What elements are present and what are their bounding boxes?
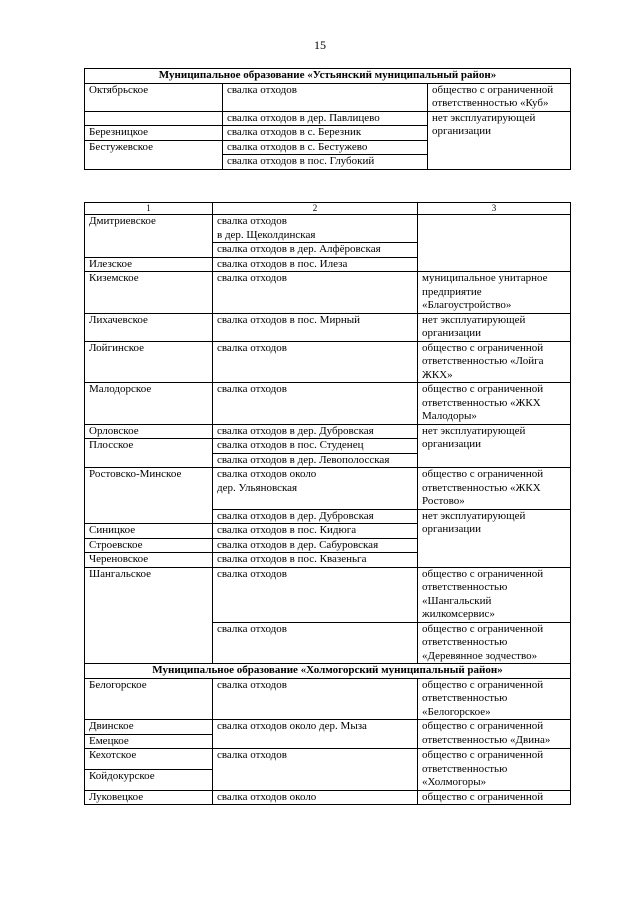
cell-operator: общество с ограниченной [418, 790, 571, 805]
cell-operator: общество с ограниченной ответственностью «Лойга ЖКХ» [418, 341, 571, 383]
cell-operator: общество с ограниченной ответственностью «Белогорское» [418, 678, 571, 720]
section-header-ustyansky: Муниципальное образование «Устьянский муниципальный район» [85, 69, 571, 84]
cell-object: свалка отходов [213, 678, 418, 720]
cell-object: свалка отходов [213, 383, 418, 425]
cell-municipality: Бестужевское [85, 140, 223, 169]
cell-operator: нет эксплуатирующей организации [418, 424, 571, 468]
cell-object: свалка отходов в с. Бестужево [223, 140, 428, 155]
cell-object: свалка отходов в дер. Сабуровская [213, 538, 418, 553]
cell-object: свалка отходов в пос. Кидюга [213, 524, 418, 539]
cell-object: свалка отходов в дер. Павлицево [223, 111, 428, 126]
cell-municipality: Кехотское [85, 749, 213, 770]
cell-municipality: Ростовско-Минское [85, 468, 213, 524]
cell-municipality: Луковецкое [85, 790, 213, 805]
cell-municipality: Малодорское [85, 383, 213, 425]
cell-object: свалка отходов [213, 341, 418, 383]
cell-municipality: Лихачевское [85, 313, 213, 341]
cell-object: свалка отходов в дер. Левополосская [213, 453, 418, 468]
cell-object: свалка отходов в пос. Квазеньга [213, 553, 418, 568]
cell-municipality: Киземское [85, 272, 213, 314]
cell-object: свалка отходов в пос. Студенец [213, 439, 418, 454]
cell-municipality: Плосское [85, 439, 213, 468]
cell-municipality: Емецкое [85, 734, 213, 749]
cell-operator: нет эксплуатирующей организации [428, 111, 571, 169]
cell-municipality: Октябрьское [85, 83, 223, 111]
section-header-kholmogorsky: Муниципальное образование «Холмогорский муниципальный район» [85, 664, 571, 679]
cell-operator: общество с ограниченной ответственностью «ЖКХ Ростово» [418, 468, 571, 510]
cell-municipality: Дмитриевское [85, 215, 213, 258]
cell-municipality: Лойгинское [85, 341, 213, 383]
cell-object: свалка отходов около дер. Мыза [213, 720, 418, 749]
cell-operator: общество с ограниченной ответственностью «Двина» [418, 720, 571, 749]
kholmogorsky-table [84, 202, 571, 805]
cell-object: свалка отходов в пос. Илеза [213, 257, 418, 272]
cell-municipality: Койдокурское [85, 769, 213, 790]
cell-operator: общество с ограниченной ответственностью «Шангальский жилкомсервис» [418, 567, 571, 622]
cell-operator [418, 215, 571, 272]
cell-municipality: Орловское [85, 424, 213, 439]
cell-object: свалка отходов около [213, 790, 418, 805]
cell-municipality [85, 111, 223, 126]
cell-municipality: Белогорское [85, 678, 213, 720]
cell-municipality: Строевское [85, 538, 213, 553]
cell-municipality: Шангальское [85, 567, 213, 664]
cell-municipality: Череновское [85, 553, 213, 568]
ustyansky-table [84, 68, 571, 170]
cell-object: свалка отходов в дер. Щеколдинская [213, 215, 418, 243]
cell-object: свалка отходов в дер. Дубровская [213, 509, 418, 524]
cell-object: свалка отходов в с. Березник [223, 126, 428, 141]
cell-municipality: Синицкое [85, 524, 213, 539]
cell-object: свалка отходов в пос. Глубокий [223, 155, 428, 170]
cell-object: свалка отходов [213, 567, 418, 622]
cell-municipality: Илезское [85, 257, 213, 272]
cell-operator: муниципальное унитарное предприятие «Благоустройство» [418, 272, 571, 314]
cell-operator: общество с ограниченной ответственностью «Куб» [428, 83, 571, 111]
cell-object: свалка отходов [223, 83, 428, 111]
cell-object: свалка отходов [213, 272, 418, 314]
cell-operator: нет эксплуатирующей организации [418, 313, 571, 341]
cell-operator: общество с ограниченной ответственностью «ЖКХ Малодоры» [418, 383, 571, 425]
cell-object: свалка отходов в дер. Дубровская [213, 424, 418, 439]
cell-municipality: Березницкое [85, 126, 223, 141]
cell-object: свалка отходов [213, 622, 418, 664]
page-number: 15 [314, 38, 326, 52]
column-number: 2 [213, 203, 418, 215]
cell-object: свалка отходов в дер. Алфёровская [213, 243, 418, 258]
cell-operator: общество с ограниченной ответственностью «Холмогоры» [418, 749, 571, 791]
cell-operator: общество с ограниченной ответственностью «Деревянное зодчество» [418, 622, 571, 664]
column-number: 1 [85, 203, 213, 215]
cell-object: свалка отходов около дер. Ульяновская [213, 468, 418, 510]
cell-object: свалка отходов [213, 749, 418, 791]
column-number: 3 [418, 203, 571, 215]
cell-municipality: Двинское [85, 720, 213, 735]
cell-object: свалка отходов в пос. Мирный [213, 313, 418, 341]
cell-operator: нет эксплуатирующей организации [418, 509, 571, 567]
